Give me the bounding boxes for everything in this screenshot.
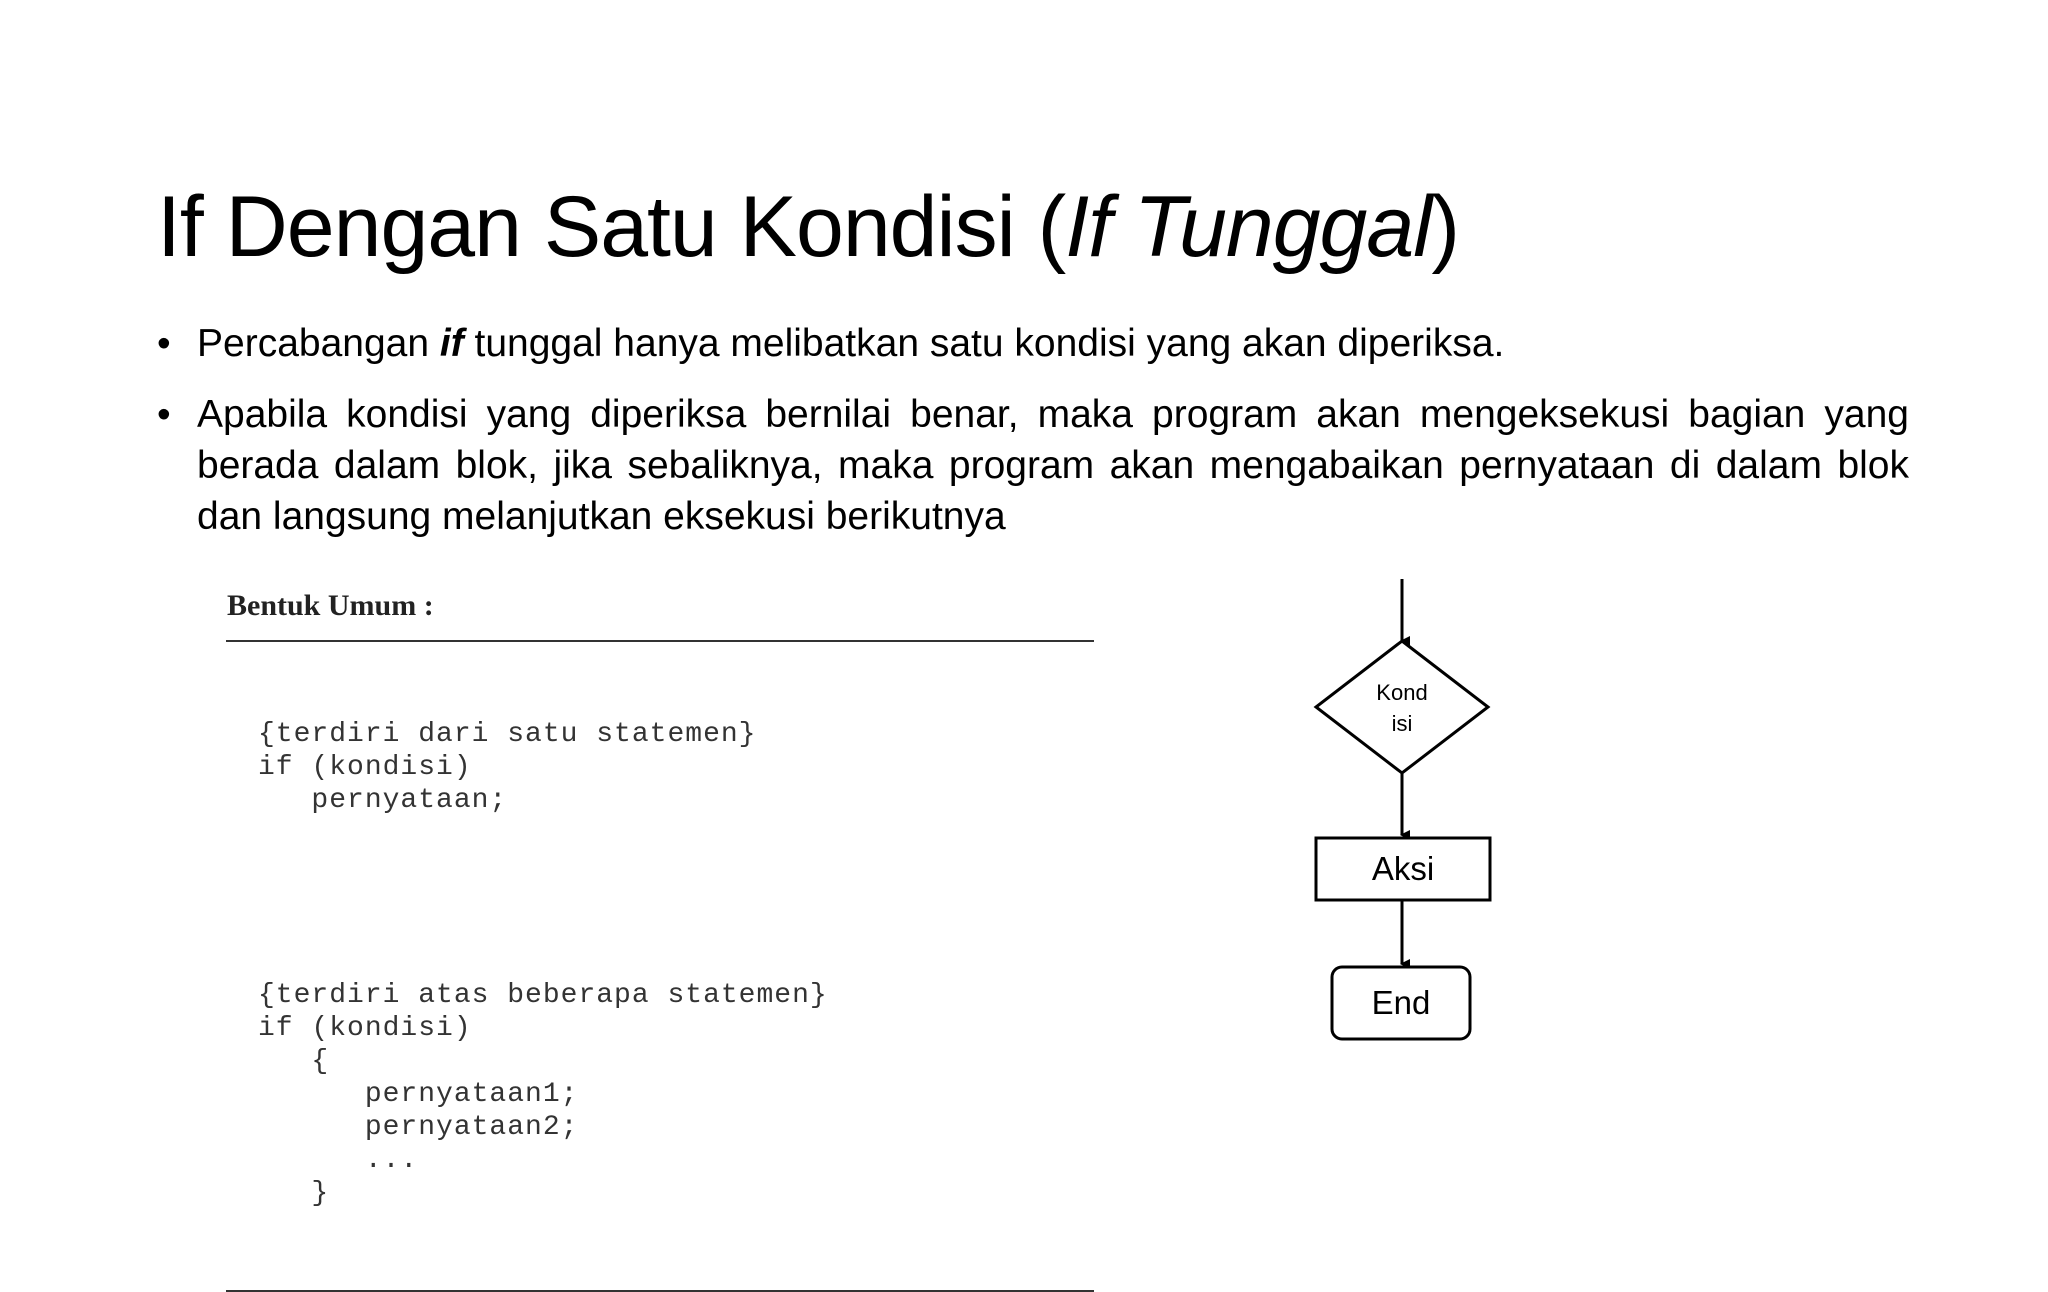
bullet-list [157,318,1909,562]
code-gap [258,883,1094,913]
bullet-item-1 [157,318,1909,369]
code-line: { [258,1046,330,1077]
terminal-label: End [1371,984,1431,1021]
bullet-item-2 [157,389,1909,542]
code-heading: Bentuk Umum : [227,589,434,622]
title-main: If Dengan Satu Kondisi ( [157,179,1066,275]
code-section-single [258,718,1094,817]
title-end: ) [1431,179,1459,275]
decision-label [1352,677,1452,739]
code-listing [258,652,1094,1276]
code-line: ... [258,1145,419,1176]
code-line: pernyataan; [258,785,508,816]
bullet-dot: • [157,393,171,436]
code-line: } [258,1178,330,1209]
bullet-1-prefix: Percabangan [197,322,440,365]
slide-title [157,172,1459,282]
bullet-dot: • [157,322,171,365]
code-line: pernyataan1; [258,1079,579,1110]
decision-label-line1: Kond [1376,680,1428,705]
code-line: {terdiri dari satu statemen} [258,719,757,750]
flowchart-svg [1260,575,1560,1045]
process-label: Aksi [1371,850,1435,887]
bullet-1-emph: if [439,322,464,365]
divider-top [226,640,1094,642]
code-section-multi [258,979,1094,1210]
code-line: if (kondisi) [258,752,472,783]
code-line: {terdiri atas beberapa statemen} [258,980,828,1011]
code-line: pernyataan2; [258,1112,579,1143]
code-line: if (kondisi) [258,1013,472,1044]
flowchart [1260,575,1560,1045]
decision-label-line2: isi [1391,711,1413,736]
code-syntax-figure [226,586,1094,1292]
title-italic: If Tunggal [1065,179,1432,275]
bullet-2-text: Apabila kondisi yang diperiksa bernilai benar, maka program akan mengeksekusi bagian yang berada dalam blok, jika sebaliknya, maka program akan mengabaikan pernyataan di dalam blok dan langsung melanjutkan eksekusi berikutnya [197,393,1909,538]
bullet-1-suffix: tunggal hanya melibatkan satu kondisi yang akan diperiksa. [463,322,1505,365]
